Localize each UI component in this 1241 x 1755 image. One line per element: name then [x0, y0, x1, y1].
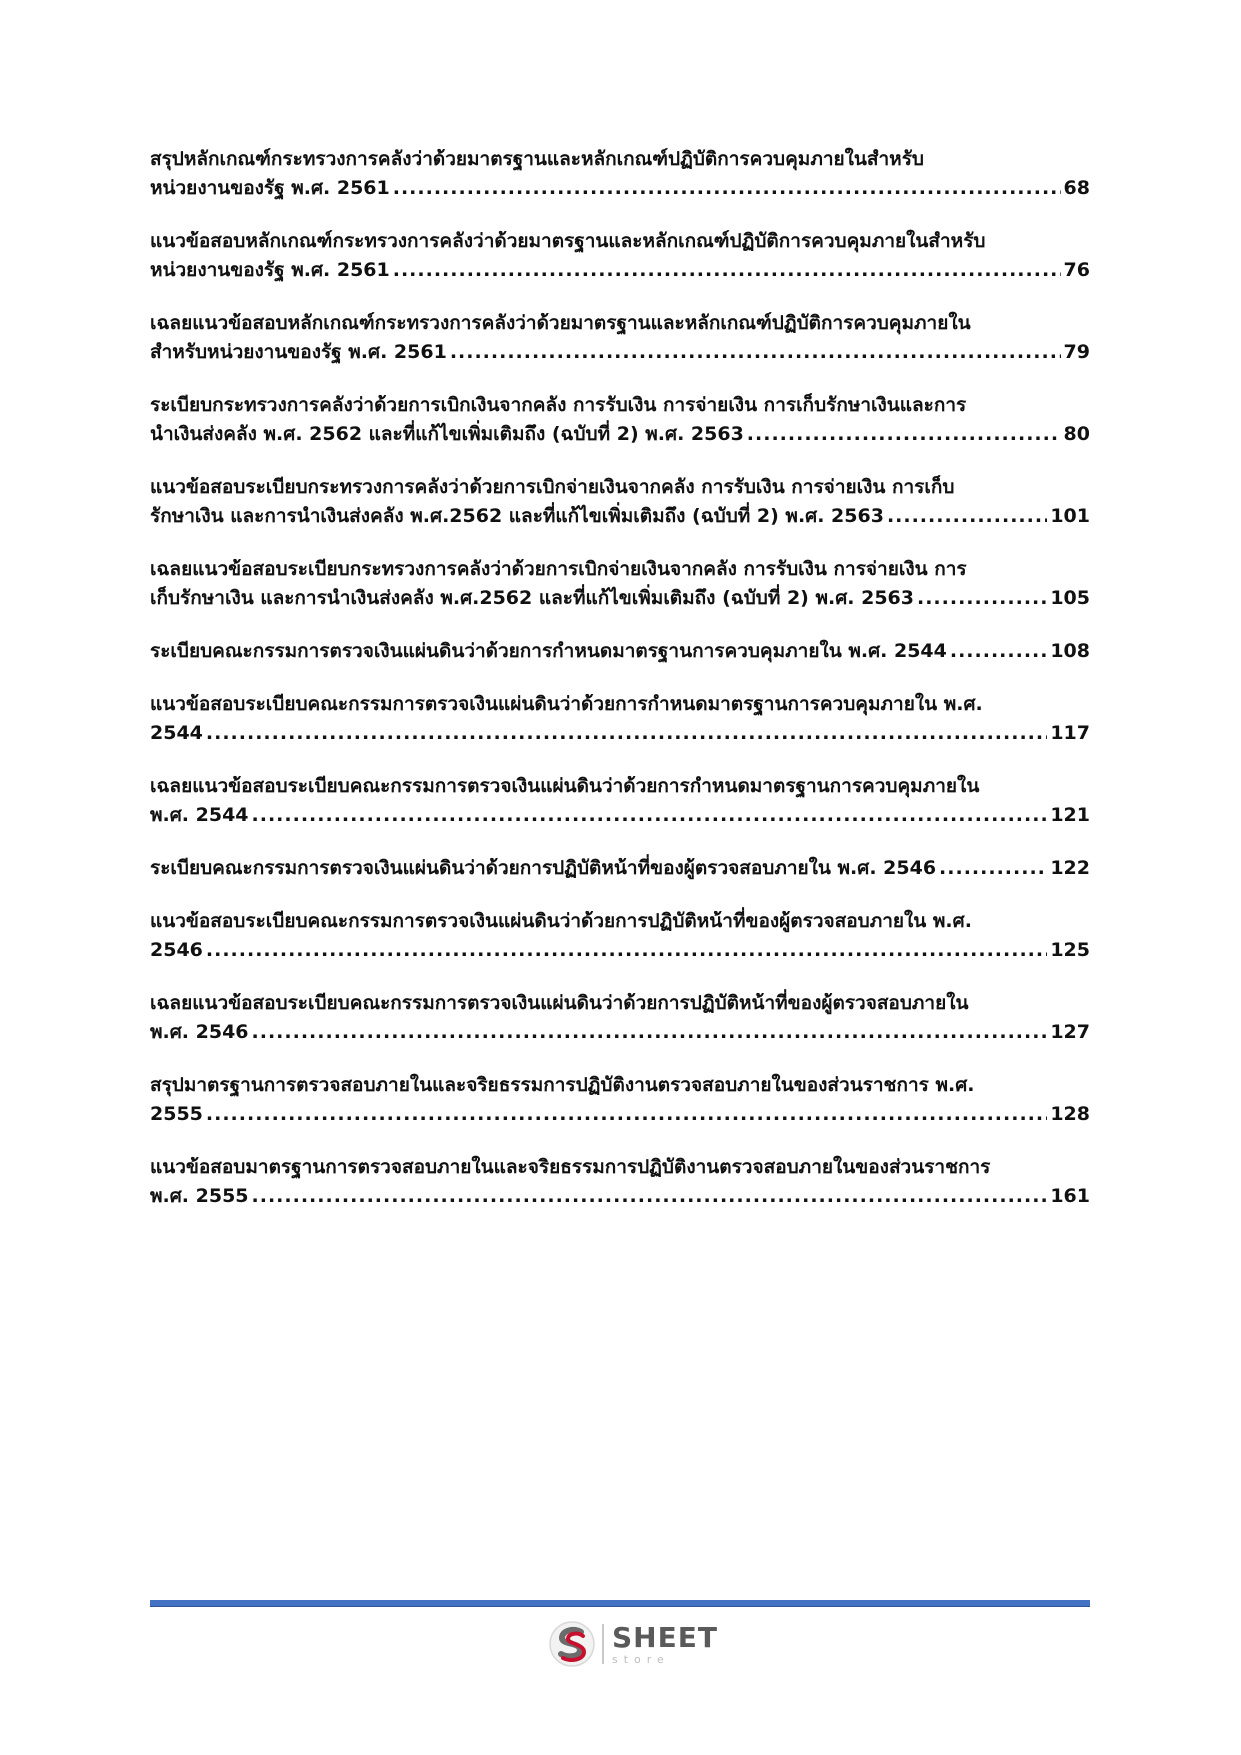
toc-entry-title-line: เฉลยแนวข้อสอบระเบียบคณะกรรมการตรวจเงินแผ่นดินว่าด้วยการปฏิบัติหน้าที่ของผู้ตรวจสอบภายใน	[150, 992, 969, 1014]
toc-entry-title-end: พ.ศ. 2555	[150, 1185, 249, 1207]
toc-page-number: 161	[1050, 1185, 1090, 1207]
toc-entry-title-end: ระเบียบคณะกรรมการตรวจเงินแผ่นดินว่าด้วยการปฏิบัติหน้าที่ของผู้ตรวจสอบภายใน พ.ศ. 2546	[150, 857, 937, 879]
toc-entry[interactable]	[150, 309, 1090, 367]
toc-page-number: 101	[1050, 505, 1090, 527]
toc-entry[interactable]	[150, 227, 1090, 285]
logo-sub-text: store	[612, 1652, 670, 1666]
toc-dot-leader	[950, 637, 1047, 666]
toc-page-number: 80	[1063, 423, 1090, 445]
toc-dot-leader	[747, 420, 1061, 449]
toc-entry-title-line: แนวข้อสอบหลักเกณฑ์กระทรวงการคลังว่าด้วยมาตรฐานและหลักเกณฑ์ปฏิบัติการควบคุมภายในสำหรับ	[150, 230, 986, 252]
toc-entry[interactable]	[150, 907, 1090, 965]
toc-dot-leader	[939, 854, 1047, 883]
toc-dot-leader	[393, 174, 1061, 203]
toc-dot-leader	[393, 256, 1061, 285]
logo-separator	[602, 1624, 604, 1664]
footer-divider	[150, 1600, 1090, 1607]
toc-entry-title-line: แนวข้อสอบระเบียบกระทรวงการคลังว่าด้วยการเบิกจ่ายเงินจากคลัง การรับเงิน การจ่ายเงิน การเก็บ	[150, 476, 955, 498]
toc-page-number: 122	[1050, 857, 1090, 879]
toc-dot-leader	[252, 801, 1048, 830]
toc-dot-leader	[887, 502, 1047, 531]
toc-entry[interactable]	[150, 690, 1090, 748]
s-logo-icon	[548, 1620, 596, 1668]
toc-entry-title-line: เฉลยแนวข้อสอบระเบียบกระทรวงการคลังว่าด้วยการเบิกจ่ายเงินจากคลัง การรับเงิน การจ่ายเงิน การ	[150, 558, 967, 580]
toc-entry[interactable]	[150, 1153, 1090, 1211]
table-of-contents	[150, 145, 1090, 1235]
toc-page-number: 76	[1063, 259, 1090, 281]
toc-entry-title-end: รักษาเงิน และการนำเงินส่งคลัง พ.ศ.2562 และที่แก้ไขเพิ่มเติมถึง (ฉบับที่ 2) พ.ศ. 2563	[150, 505, 884, 527]
toc-entry-title-end: หน่วยงานของรัฐ พ.ศ. 2561	[150, 177, 390, 199]
toc-page-number: 117	[1050, 722, 1090, 744]
toc-entry-title-end: 2555	[150, 1103, 203, 1125]
toc-entry-title-end: สำหรับหน่วยงานของรัฐ พ.ศ. 2561	[150, 341, 447, 363]
logo-brand-text: SHEET	[612, 1620, 718, 1654]
toc-entry-title-line: เฉลยแนวข้อสอบหลักเกณฑ์กระทรวงการคลังว่าด้วยมาตรฐานและหลักเกณฑ์ปฏิบัติการควบคุมภายใน	[150, 312, 971, 334]
toc-entry-title-end: นำเงินส่งคลัง พ.ศ. 2562 และที่แก้ไขเพิ่มเติมถึง (ฉบับที่ 2) พ.ศ. 2563	[150, 423, 744, 445]
toc-dot-leader	[450, 338, 1061, 367]
toc-entry[interactable]	[150, 989, 1090, 1047]
toc-entry-title-end: 2544	[150, 722, 203, 744]
toc-page-number: 79	[1063, 341, 1090, 363]
sheet-store-logo	[548, 1618, 718, 1670]
toc-dot-leader	[252, 1182, 1048, 1211]
toc-entry[interactable]	[150, 145, 1090, 203]
toc-page-number: 128	[1050, 1103, 1090, 1125]
toc-dot-leader	[252, 1018, 1048, 1047]
toc-entry-title-line: แนวข้อสอบระเบียบคณะกรรมการตรวจเงินแผ่นดินว่าด้วยการปฏิบัติหน้าที่ของผู้ตรวจสอบภายใน พ.ศ.	[150, 910, 972, 932]
toc-entry-title-end: พ.ศ. 2544	[150, 804, 249, 826]
toc-entry[interactable]	[150, 1071, 1090, 1129]
toc-entry-title-line: สรุปหลักเกณฑ์กระทรวงการคลังว่าด้วยมาตรฐานและหลักเกณฑ์ปฏิบัติการควบคุมภายในสำหรับ	[150, 148, 924, 170]
toc-entry-title-line: ระเบียบกระทรวงการคลังว่าด้วยการเบิกเงินจากคลัง การรับเงิน การจ่ายเงิน การเก็บรักษาเงินและการ	[150, 394, 967, 416]
toc-entry[interactable]	[150, 391, 1090, 449]
toc-entry-title-end: พ.ศ. 2546	[150, 1021, 249, 1043]
toc-entry-title-end: ระเบียบคณะกรรมการตรวจเงินแผ่นดินว่าด้วยการกำหนดมาตรฐานการควบคุมภายใน พ.ศ. 2544	[150, 640, 947, 662]
toc-entry-title-line: แนวข้อสอบมาตรฐานการตรวจสอบภายในและจริยธรรมการปฏิบัติงานตรวจสอบภายในของส่วนราชการ	[150, 1156, 991, 1178]
toc-entry-title-line: สรุปมาตรฐานการตรวจสอบภายในและจริยธรรมการปฏิบัติงานตรวจสอบภายในของส่วนราชการ พ.ศ.	[150, 1074, 975, 1096]
toc-entry-title-line: แนวข้อสอบระเบียบคณะกรรมการตรวจเงินแผ่นดินว่าด้วยการกำหนดมาตรฐานการควบคุมภายใน พ.ศ.	[150, 693, 983, 715]
toc-entry[interactable]	[150, 637, 1090, 666]
toc-page-number: 68	[1063, 177, 1090, 199]
toc-entry[interactable]	[150, 854, 1090, 883]
toc-dot-leader	[917, 584, 1047, 613]
toc-page-number: 121	[1050, 804, 1090, 826]
toc-dot-leader	[206, 719, 1047, 748]
toc-entry[interactable]	[150, 473, 1090, 531]
toc-dot-leader	[206, 1100, 1047, 1129]
toc-entry[interactable]	[150, 555, 1090, 613]
toc-page-number: 105	[1050, 587, 1090, 609]
toc-entry[interactable]	[150, 772, 1090, 830]
toc-dot-leader	[206, 936, 1047, 965]
toc-page-number: 125	[1050, 939, 1090, 961]
toc-entry-title-end: หน่วยงานของรัฐ พ.ศ. 2561	[150, 259, 390, 281]
toc-entry-title-end: เก็บรักษาเงิน และการนำเงินส่งคลัง พ.ศ.2562 และที่แก้ไขเพิ่มเติมถึง (ฉบับที่ 2) พ.ศ. 2563	[150, 587, 914, 609]
toc-page-number: 108	[1050, 640, 1090, 662]
toc-entry-title-line: เฉลยแนวข้อสอบระเบียบคณะกรรมการตรวจเงินแผ่นดินว่าด้วยการกำหนดมาตรฐานการควบคุมภายใน	[150, 775, 980, 797]
toc-entry-title-end: 2546	[150, 939, 203, 961]
toc-page-number: 127	[1050, 1021, 1090, 1043]
